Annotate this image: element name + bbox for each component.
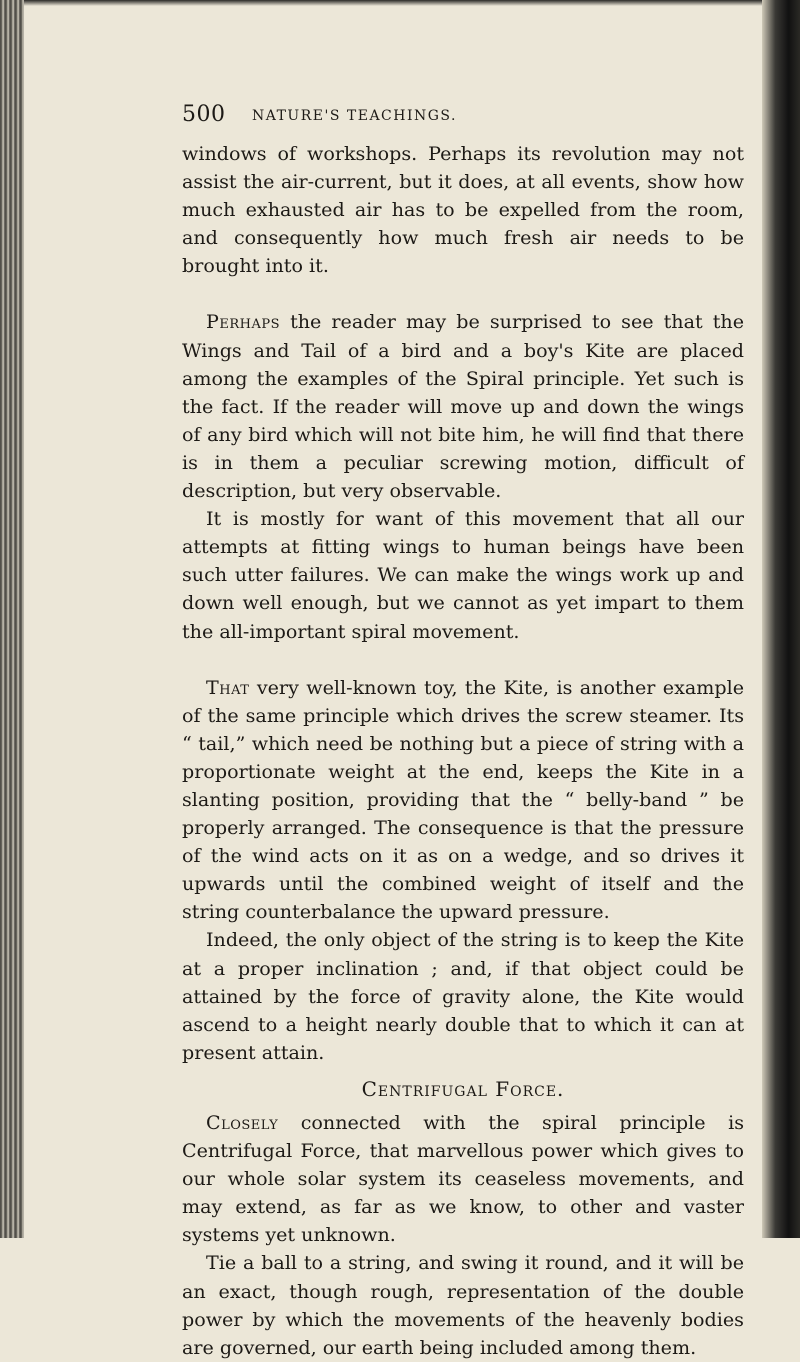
page-number: 500 [182,102,226,127]
paragraph-text: Indeed, the only object of the string is to keep the Kite at a proper inclination ; and, if that object could be attained by the force of gravity alone, the Kite would ascend to a height nearly double that to which it can at present attain. [182,928,744,1064]
paragraph-lead: That [206,675,250,699]
paragraph-text: the reader may be surprised to see that the Wings and Tail of a bird and a boy's Kite are placed among the examples of the Spiral principle. Yet such is the fact. If the reader will move up and down the wings of any bird which will not bite him, he will find that there is in them a peculiar screwing motion, difficult of description, but very observable. [182,310,744,503]
paragraph-3 [182,505,744,645]
section-heading: Centrifugal Force. [361,1076,565,1101]
paragraph-text: windows of workshops. Perhaps its revolution may not assist the air-current, but it does, at all events, show how much exhausted air has to be expelled from the room, and consequently how much fresh air needs to be brought into it. [182,142,744,278]
book-binding-right [762,0,800,1238]
section-paragraph-2 [182,1249,744,1361]
section-paragraph-1 [182,1109,744,1249]
page-top-shadow [24,0,762,6]
paragraph-text: very well-known toy, the Kite, is another example of the same principle which drives the screw steamer. Its “ tail,” which need be nothing but a piece of string with a proportionate weight at the end, keeps the Kite in a slanting position, providing that the “ belly-band ” be properly arranged. The consequence is that the pressure of the wind acts on it as on a wedge, and so drives it upwards until the combined weight of itself and the string counterbalance the upward pressure. [182,675,744,924]
paragraph-2 [182,308,744,505]
page-body [182,140,744,1362]
paragraph-lead: Closely [206,1111,279,1134]
paragraph-text: It is mostly for want of this movement that all our attempts at fitting wings to human beings have been such utter failures. We can make the wings work up and down well enough, but we cannot as yet impart to them the all-important spiral movement. [182,507,744,643]
paragraph-text: connected with the spiral principle is Centrifugal Force, that marvellous power which gives to our whole solar system its ceaseless movements, and may extend, as far as we know, to other and vaster systems yet unknown. [182,1111,744,1247]
paragraph-text: Tie a ball to a string, and swing it round, and it will be an exact, though rough, representation of the double power by which the movements of the heavenly bodies are governed, our earth being included among them. [182,1251,744,1359]
paragraph-lead: Perhaps [206,310,281,334]
paragraph-1 [182,140,744,280]
paragraph-5 [182,926,744,1066]
page-header [182,102,742,132]
paragraph-4 [182,674,744,927]
book-binding-left [0,0,24,1238]
running-title: NATURE'S TEACHINGS. [252,108,457,124]
